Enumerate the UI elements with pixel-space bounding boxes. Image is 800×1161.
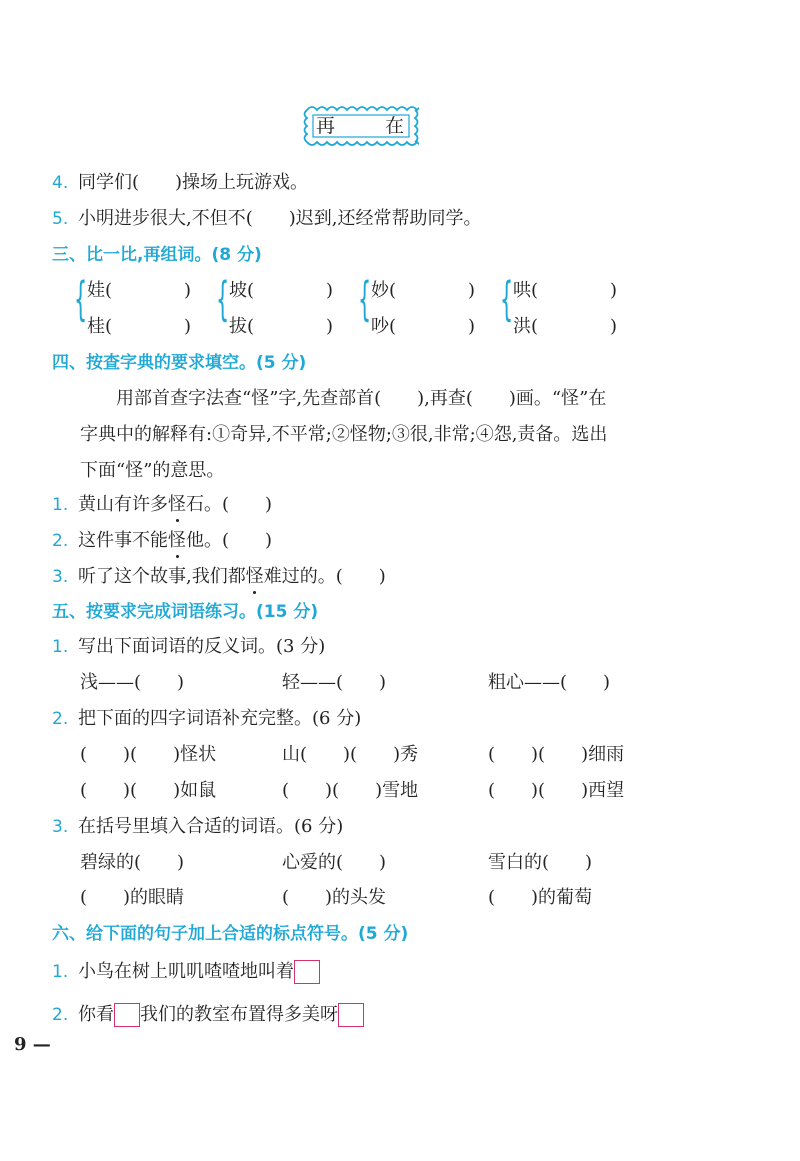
compare-item: 桂( ) [87,316,192,337]
brace-icon: { [74,272,88,326]
compare-item: 洪( ) [513,316,618,337]
compare-item: 哄( ) [513,280,618,301]
idiom-item: ( )( )如鼠 [80,780,217,801]
sentence-text: 黄山有许多 [78,494,168,515]
question-text: 把下面的四字词语补充完整。(6 分) [78,708,362,729]
dictionary-item-2 [52,526,272,552]
question-5 [52,204,482,230]
fill-word-item: 心爱的( ) [282,852,387,873]
instruction-line-3: 下面“怪”的意思。 [80,460,225,481]
sentence-text: 你看 [78,1004,114,1025]
sentence-text: 他。( ) [186,530,273,551]
punctuation-question-2 [52,1000,364,1027]
sentence-text: 这件事不能 [78,530,168,551]
fill-word-item: ( )的葡萄 [488,887,593,908]
question-number: 2. [52,1005,69,1025]
fill-word-item: 碧绿的( ) [80,852,185,873]
section-5-heading: 五、按要求完成词语练习。(15 分) [52,602,319,622]
compare-item: 坡( ) [229,280,334,301]
punctuation-answer-box[interactable] [114,1003,140,1027]
antonym-item: 浅——( ) [80,672,185,693]
fill-word-item: ( )的眼睛 [80,887,185,908]
compare-item: 吵( ) [371,316,476,337]
compare-item: 妙( ) [371,280,476,301]
antonym-item: 粗心——( ) [488,672,611,693]
question-number: 1. [52,637,69,657]
sentence-text: 我们的教室布置得多美呀 [140,1004,338,1025]
compare-item: 娃( ) [87,280,192,301]
instruction-line-2: 字典中的解释有:①奇异,不平常;②怪物;③很,非常;④怨,责备。选出 [80,424,608,445]
fill-word-item: ( )的头发 [282,887,387,908]
sub-question-2 [52,704,361,730]
question-text: 在括号里填入合适的词语。(6 分) [78,816,344,837]
question-4 [52,168,308,194]
section-4-heading: 四、按查字典的要求填空。(5 分) [52,353,307,373]
question-number: 2. [52,709,69,729]
idiom-item: ( )( )细雨 [488,744,625,765]
antonym-item: 轻——( ) [282,672,387,693]
question-number: 1. [52,495,69,515]
section-6-heading: 六、给下面的句子加上合适的标点符号。(5 分) [52,924,409,944]
page-number: 9 — [14,1034,51,1055]
idiom-item: ( )( )雪地 [282,780,419,801]
question-number: 3. [52,817,69,837]
section-3-heading: 三、比一比,再组词。(8 分) [52,245,262,265]
brace-icon: { [500,272,514,326]
punctuation-answer-box[interactable] [338,1003,364,1027]
question-text: 写出下面词语的反义词。(3 分) [78,636,326,657]
title-char-left: 再 [315,115,337,137]
title-char-right: 在 [385,115,407,137]
idiom-item: ( )( )怪状 [80,744,217,765]
brace-icon: { [358,272,372,326]
question-number: 2. [52,531,69,551]
sentence-text: 难过的。( ) [263,566,386,587]
marked-character: 怪 [168,494,186,515]
brace-icon: { [216,272,230,326]
instruction-line-1: 用部首查字法查“怪”字,先查部首( ),再查( )画。“怪”在 [116,388,607,409]
sub-question-3 [52,812,343,838]
dictionary-item-1 [52,490,272,516]
fill-word-item: 雪白的( ) [488,852,593,873]
marked-character: 怪 [168,530,186,551]
sentence-text: 石。( ) [186,494,273,515]
question-text: 小明进步很大,不但不( )迟到,还经常帮助同学。 [78,208,482,229]
question-text: 同学们( )操场上玩游戏。 [78,172,309,193]
question-number: 4. [52,173,69,193]
marked-character: 怪 [245,566,264,587]
dictionary-item-3 [52,562,386,588]
lesson-title-box [303,104,419,148]
question-number: 1. [52,962,69,982]
compare-item: 拔( ) [229,316,334,337]
punctuation-answer-box[interactable] [294,960,320,984]
title-text [303,104,419,148]
sub-question-1 [52,632,325,658]
question-number: 3. [52,567,69,587]
idiom-item: 山( )( )秀 [282,744,419,765]
idiom-item: ( )( )西望 [488,780,625,801]
sentence-text: 小鸟在树上叽叽喳喳地叫着 [78,961,294,982]
sentence-text: 听了这个故事,我们都 [78,566,246,587]
punctuation-question-1 [52,957,320,984]
question-number: 5. [52,209,69,229]
